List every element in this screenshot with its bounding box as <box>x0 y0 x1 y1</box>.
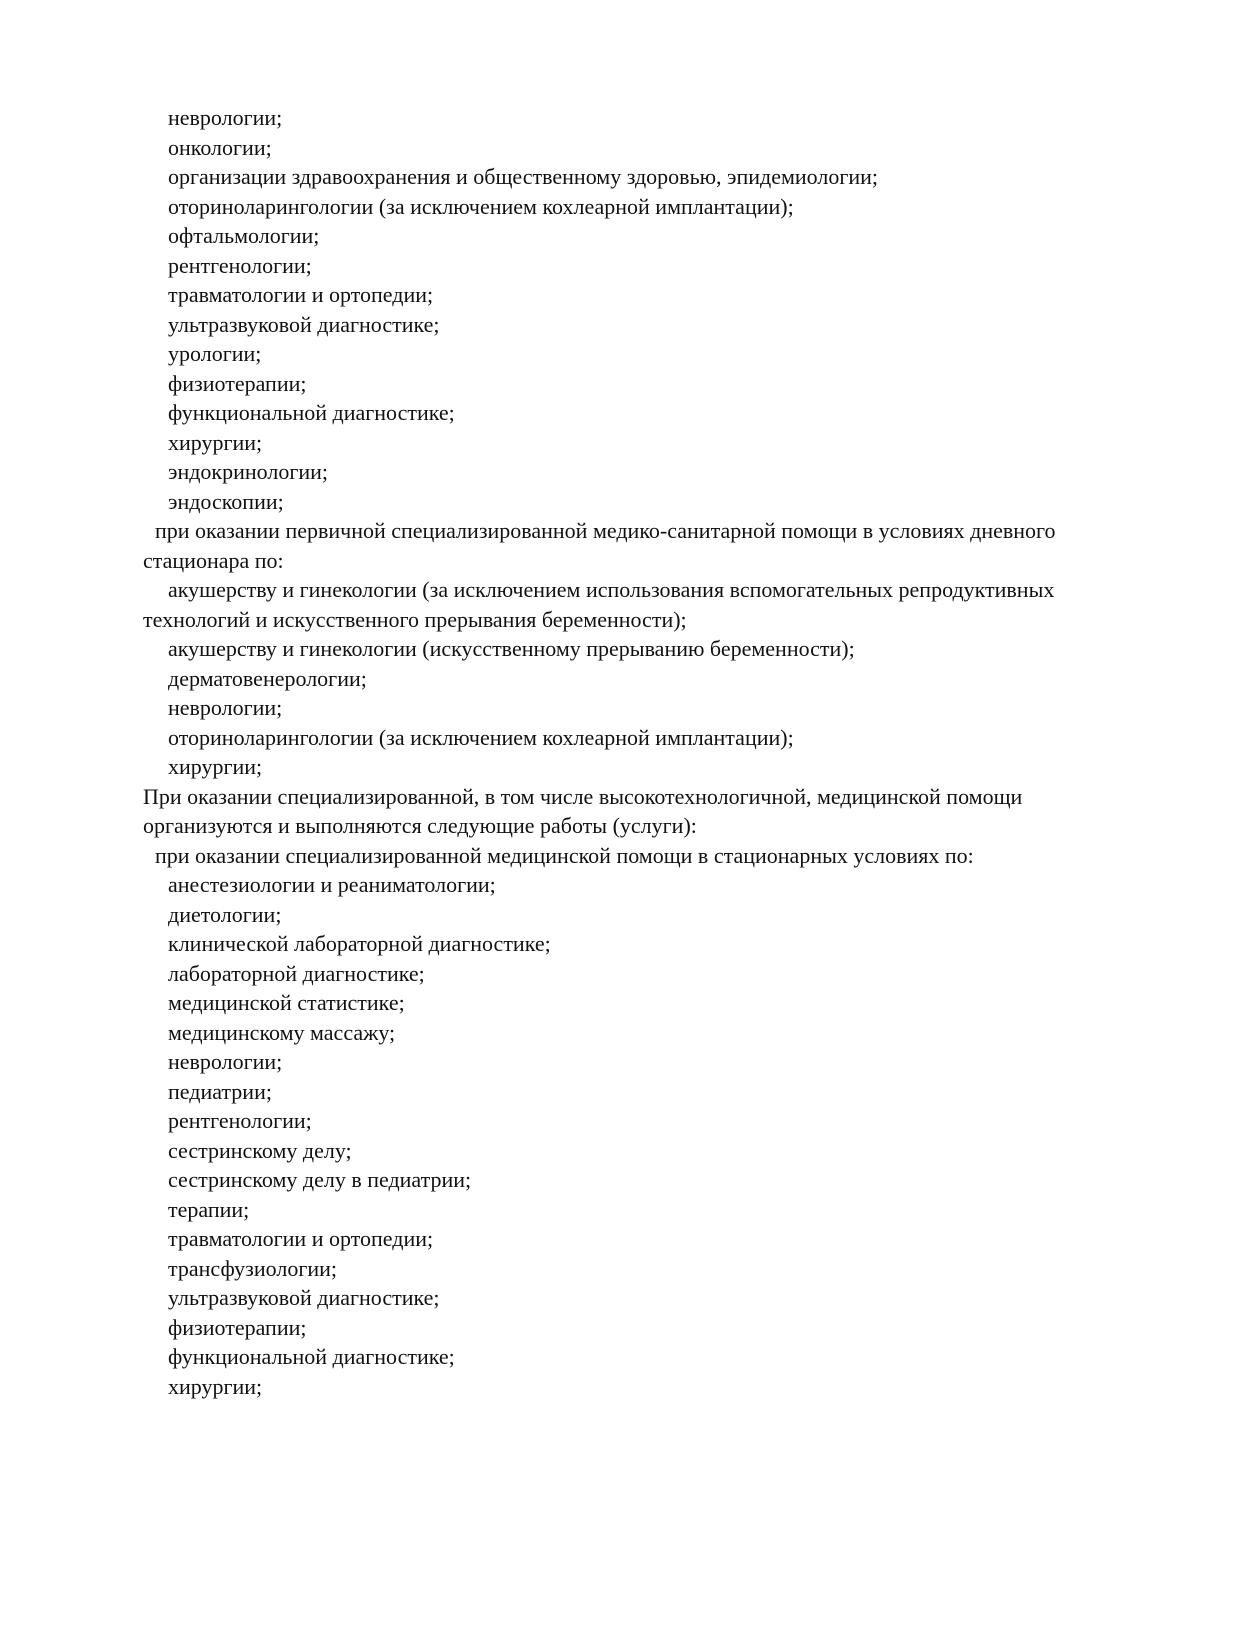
day-hospital-section <box>143 516 1143 782</box>
list-item: оториноларингологии (за исключением кохлеарной имплантации); <box>168 724 794 750</box>
list-item: онкологии; <box>168 134 272 160</box>
list-item: педиатрии; <box>168 1078 272 1104</box>
list-item: лабораторной диагностике; <box>168 960 425 986</box>
list-item: анестезиологии и реаниматологии; <box>168 872 496 897</box>
list-item: функциональной диагностике; <box>168 400 455 425</box>
list-item: ультразвуковой диагностике; <box>168 1285 440 1310</box>
list-item: медицинской статистике; <box>168 990 405 1015</box>
list-item-continuation: технологий и искусственного прерывания беременности); <box>143 606 687 632</box>
list-item: физиотерапии; <box>168 1314 307 1340</box>
list-item: рентгенологии; <box>168 252 312 278</box>
list-item: эндоскопии; <box>168 488 284 514</box>
list-item: травматологии и ортопедии; <box>168 282 434 307</box>
list-item: физиотерапии; <box>168 370 307 396</box>
list-item: дерматовенерологии; <box>168 665 367 691</box>
list-item: неврологии; <box>168 105 283 130</box>
section-heading-continuation: стационара по: <box>143 547 284 573</box>
list-item: акушерству и гинекологии (за исключением использования вспомогательных репродуктивных <box>168 577 1055 602</box>
section-heading: при оказании первичной специализированной медико-санитарной помощи в условиях дневного <box>155 518 1056 543</box>
list-item: неврологии; <box>168 695 283 720</box>
list-item: сестринскому делу; <box>168 1137 352 1163</box>
list-item: офтальмологии; <box>168 223 320 248</box>
list-item: хирургии; <box>168 1373 263 1399</box>
list-item: терапии; <box>168 1196 250 1222</box>
list-item: оториноларингологии (за исключением кохлеарной имплантации); <box>168 193 794 219</box>
list-item: организации здравоохранения и общественному здоровью, эпидемиологии; <box>168 164 879 189</box>
list-item: трансфузиологии; <box>168 1255 337 1281</box>
section-heading: при оказании специализированной медицинской помощи в стационарных условиях по: <box>155 842 974 868</box>
list-item: травматологии и ортопедии; <box>168 1226 434 1251</box>
document-body <box>143 103 1143 1401</box>
list-item: неврологии; <box>168 1049 283 1074</box>
list-item: функциональной диагностике; <box>168 1344 455 1369</box>
list-item: сестринскому делу в педиатрии; <box>168 1167 472 1192</box>
list-item: диетологии; <box>168 901 282 927</box>
list-item: акушерству и гинекологии (искусственному прерыванию беременности); <box>168 636 855 661</box>
paragraph-intro: При оказании специализированной, в том числе высокотехнологичной, медицинской помощи <box>143 783 1023 809</box>
list-item: клинической лабораторной диагностике; <box>168 931 551 956</box>
list-item: ультразвуковой диагностике; <box>168 311 440 337</box>
list-item: рентгенологии; <box>168 1108 312 1133</box>
services-list-outpatient <box>143 103 1143 516</box>
list-item: урологии; <box>168 341 262 366</box>
list-item: хирургии; <box>168 754 263 779</box>
list-item: хирургии; <box>168 429 263 455</box>
list-item: медицинскому массажу; <box>168 1019 396 1045</box>
specialized-care-section <box>143 782 1143 1402</box>
paragraph-intro-continuation: организуются и выполняются следующие работы (услуги): <box>143 813 697 838</box>
list-item: эндокринологии; <box>168 459 329 484</box>
